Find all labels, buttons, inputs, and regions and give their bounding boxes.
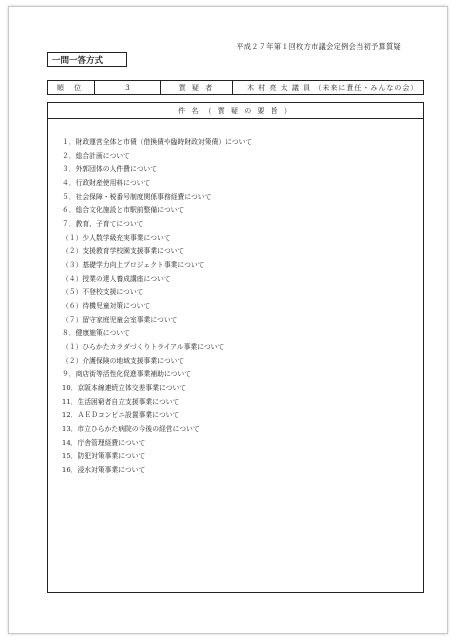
list-item: 11．生活困窮者自立支援事業について [62,397,180,406]
list-item: （１）ひらかたカラダづくりトライアル事業について [62,343,225,352]
list-item: （４）授業の達人養成講座について [62,274,171,283]
list-item: ２．総合計画について [62,151,130,160]
list-item: ６．総合文化施設と市駅前整備について [62,206,185,215]
list-item: ３．外郭団体の人件費について [62,165,158,174]
list-item: （６）待機児童対策について [62,302,151,311]
list-item: 12．ＡＥＤコンビニ設置事業について [62,411,180,420]
list-item: ７．教育、子育てについて [62,220,144,229]
list-item: （２）支援教育学校園支援事業について [62,247,185,256]
format-label: 一問一答方式 [52,55,104,66]
order-label: 順 位 [48,81,95,94]
list-item: ５．社会保障・税番号制度関係事務経費について [62,192,212,201]
format-label-box [47,52,127,67]
order-value: 3 [95,81,161,94]
list-item: １．財政運営全体と市債（借換債や臨時財政対策債）について [62,138,253,146]
list-item: ９．商店街等活性化促進事業補助について [62,370,192,379]
document-page [8,6,448,634]
list-item: （２）介護保険の地域支援事業について [62,356,185,365]
list-item: 15．防犯対策事業について [62,452,146,461]
subject-header: 件 名 （ 質 疑 の 要 旨 ） [48,103,423,119]
list-item: 16．浸水対策事業について [62,466,146,475]
list-item: （７）留守家庭児童会室事業について [62,315,178,324]
list-item: ８．健康施策について [62,329,130,338]
list-item: 13．市立ひらかた病院の今後の経営について [62,425,200,434]
questioner-label: 質 疑 者 [161,81,233,94]
info-row [47,80,424,95]
subject-list [62,136,252,478]
subject-box [47,102,424,593]
questioner-value: 木 村 亮 太 議 員 （未来に責任・みんなの会） [247,83,419,92]
list-item: 14．庁舎管理経費について [62,438,146,447]
list-item: （１）少人数学級充実事業について [62,233,171,242]
list-item: 10．京阪本線連続立体交差事業について [62,384,187,393]
list-item: （３）基礎学力向上プロジェクト事業について [62,261,205,270]
list-item: （５）不登校支援について [62,288,144,297]
document-title: 平成２７年第１回枚方市議会定例会当初予算質疑 [236,42,401,51]
list-item: ４．行政財産使用料について [62,179,151,188]
